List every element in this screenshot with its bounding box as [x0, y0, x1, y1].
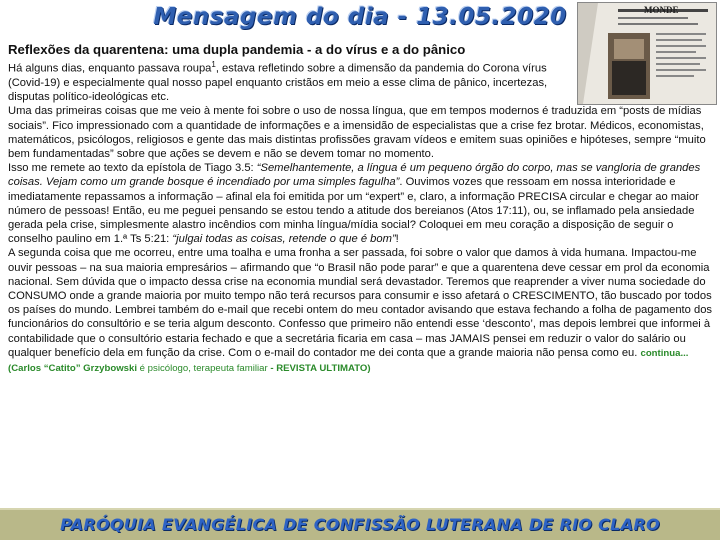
paragraph-2-b: . Ouvimos vozes que ressoam em nossa interioridade e imediatamente repassamos a informação – afinal ela foi emitida por um “expert” e, claro, a informação PRECISA circular e chegar ao maior número de pessoas! Então, eu me peguei pensando se estou tendo a atitude dos bereianos (Atos 17:11), ou, se inflamado pela ansiedade gerada pela crise, simplesmente alastro incêndios com minha língua/mídia social? Coloquei em meu coração a disposição de seguir o conselho paulino em 1.ª Ts 5:21: [8, 176, 699, 246]
paragraph-2-a: Isso me remete ao texto da epístola de Tiago 3.5: [8, 162, 257, 175]
paragraph-1: Uma das primeiras coisas que me veio à mente foi sobre o uso de nossa língua, que em tempos modernos é traduzida em “posts de mídias sociais”. Fico impressionado com a quantidade de informações e a imensidão de especialistas que a crise fez brotar. Médicos, economistas, matemáticos, psicólogos, religiosos e gente das mais distintas profissões gravam vídeos e emitem suas opiniões e hipóteses, sempre “muito bem fundamentadas” sobre que ações se devem e não se devem tomar no momento. [8, 105, 706, 160]
article [8, 42, 714, 376]
footer-banner [0, 508, 720, 540]
intro-text-2: , estava refletindo sobre a dimensão da pandemia do Corona vírus (Covid-19) e especialmente qual nosso papel enquanto cristãos em meio a esse clima de pânico, incertezas, disputas político-ideológicas etc. [8, 62, 548, 104]
paragraph-3 [8, 246, 714, 376]
source-credit: - REVISTA ULTIMATO) [270, 363, 371, 374]
footnote-marker: 1 [211, 60, 216, 69]
article-heading: Reflexões da quarentena: uma dupla pandemia - a do vírus e a do pânico [8, 42, 466, 57]
photo-caption: MONDE [644, 5, 679, 15]
page-title: Mensagem do dia - 13.05.2020 [153, 4, 567, 30]
paragraph-2 [8, 161, 714, 246]
article-intro [8, 58, 570, 104]
author-credit: é psicólogo, terapeuta familiar [137, 363, 271, 374]
paragraph-2-c: ! [395, 233, 399, 246]
parish-name: PARÓQUIA EVANGÉLICA DE CONFISSÃO LUTERANA DE RIO CLARO [60, 515, 660, 534]
paragraph-3-text: A segunda coisa que me ocorreu, entre uma toalha e uma fronha a ser passada, foi sobre o valor que damos à vida humana. Impactou-me ouvir pessoas – na sua maioria empresários – afirmando que “o Brasil não pode parar” e que a quarentena deve cessar em prol da economia nacional. Sem dúvida que o impacto dessa crise na economia mundial será devastador. Teremos que reaprender a viver numa sociedade do CONSUMO onde a grande maioria por muito tempo não terá recursos para consumir e isso afetará o CRESCIMENTO, tão buscado por todos os países do mundo. Lembrei também do e-mail que recebi ontem do meu contador avisando que estava fechando a folha de pagamento dos funcionários do consultório e se teria algum desconto. Confesso que primeiro não entendi esse ‘desconto’, mas depois lembrei que informei à contabilidade que o consultório estaria fechado e que a secretária ficaria em casa – mas JAMAIS pensei em reduzir o valor do salário ou qualquer benefício dela em função da crise. Com o e-mail do contador me dei conta que a grande maioria não pensa como eu. [8, 247, 713, 359]
continua-label: continua... (Carlos “Catito” Grzybowski [8, 347, 689, 374]
scripture-quote: “Semelhantemente, a língua é um pequeno órgão do corpo, mas se vangloria de grandes coisas. Vejam como um grande bosque é incendiado por uma simples fagulha” [8, 162, 701, 189]
scripture-quote-2: “julgai todas as coisas, retende o que é bom” [172, 233, 396, 246]
intro-text-1: Há alguns dias, enquanto passava roupa [8, 62, 212, 75]
